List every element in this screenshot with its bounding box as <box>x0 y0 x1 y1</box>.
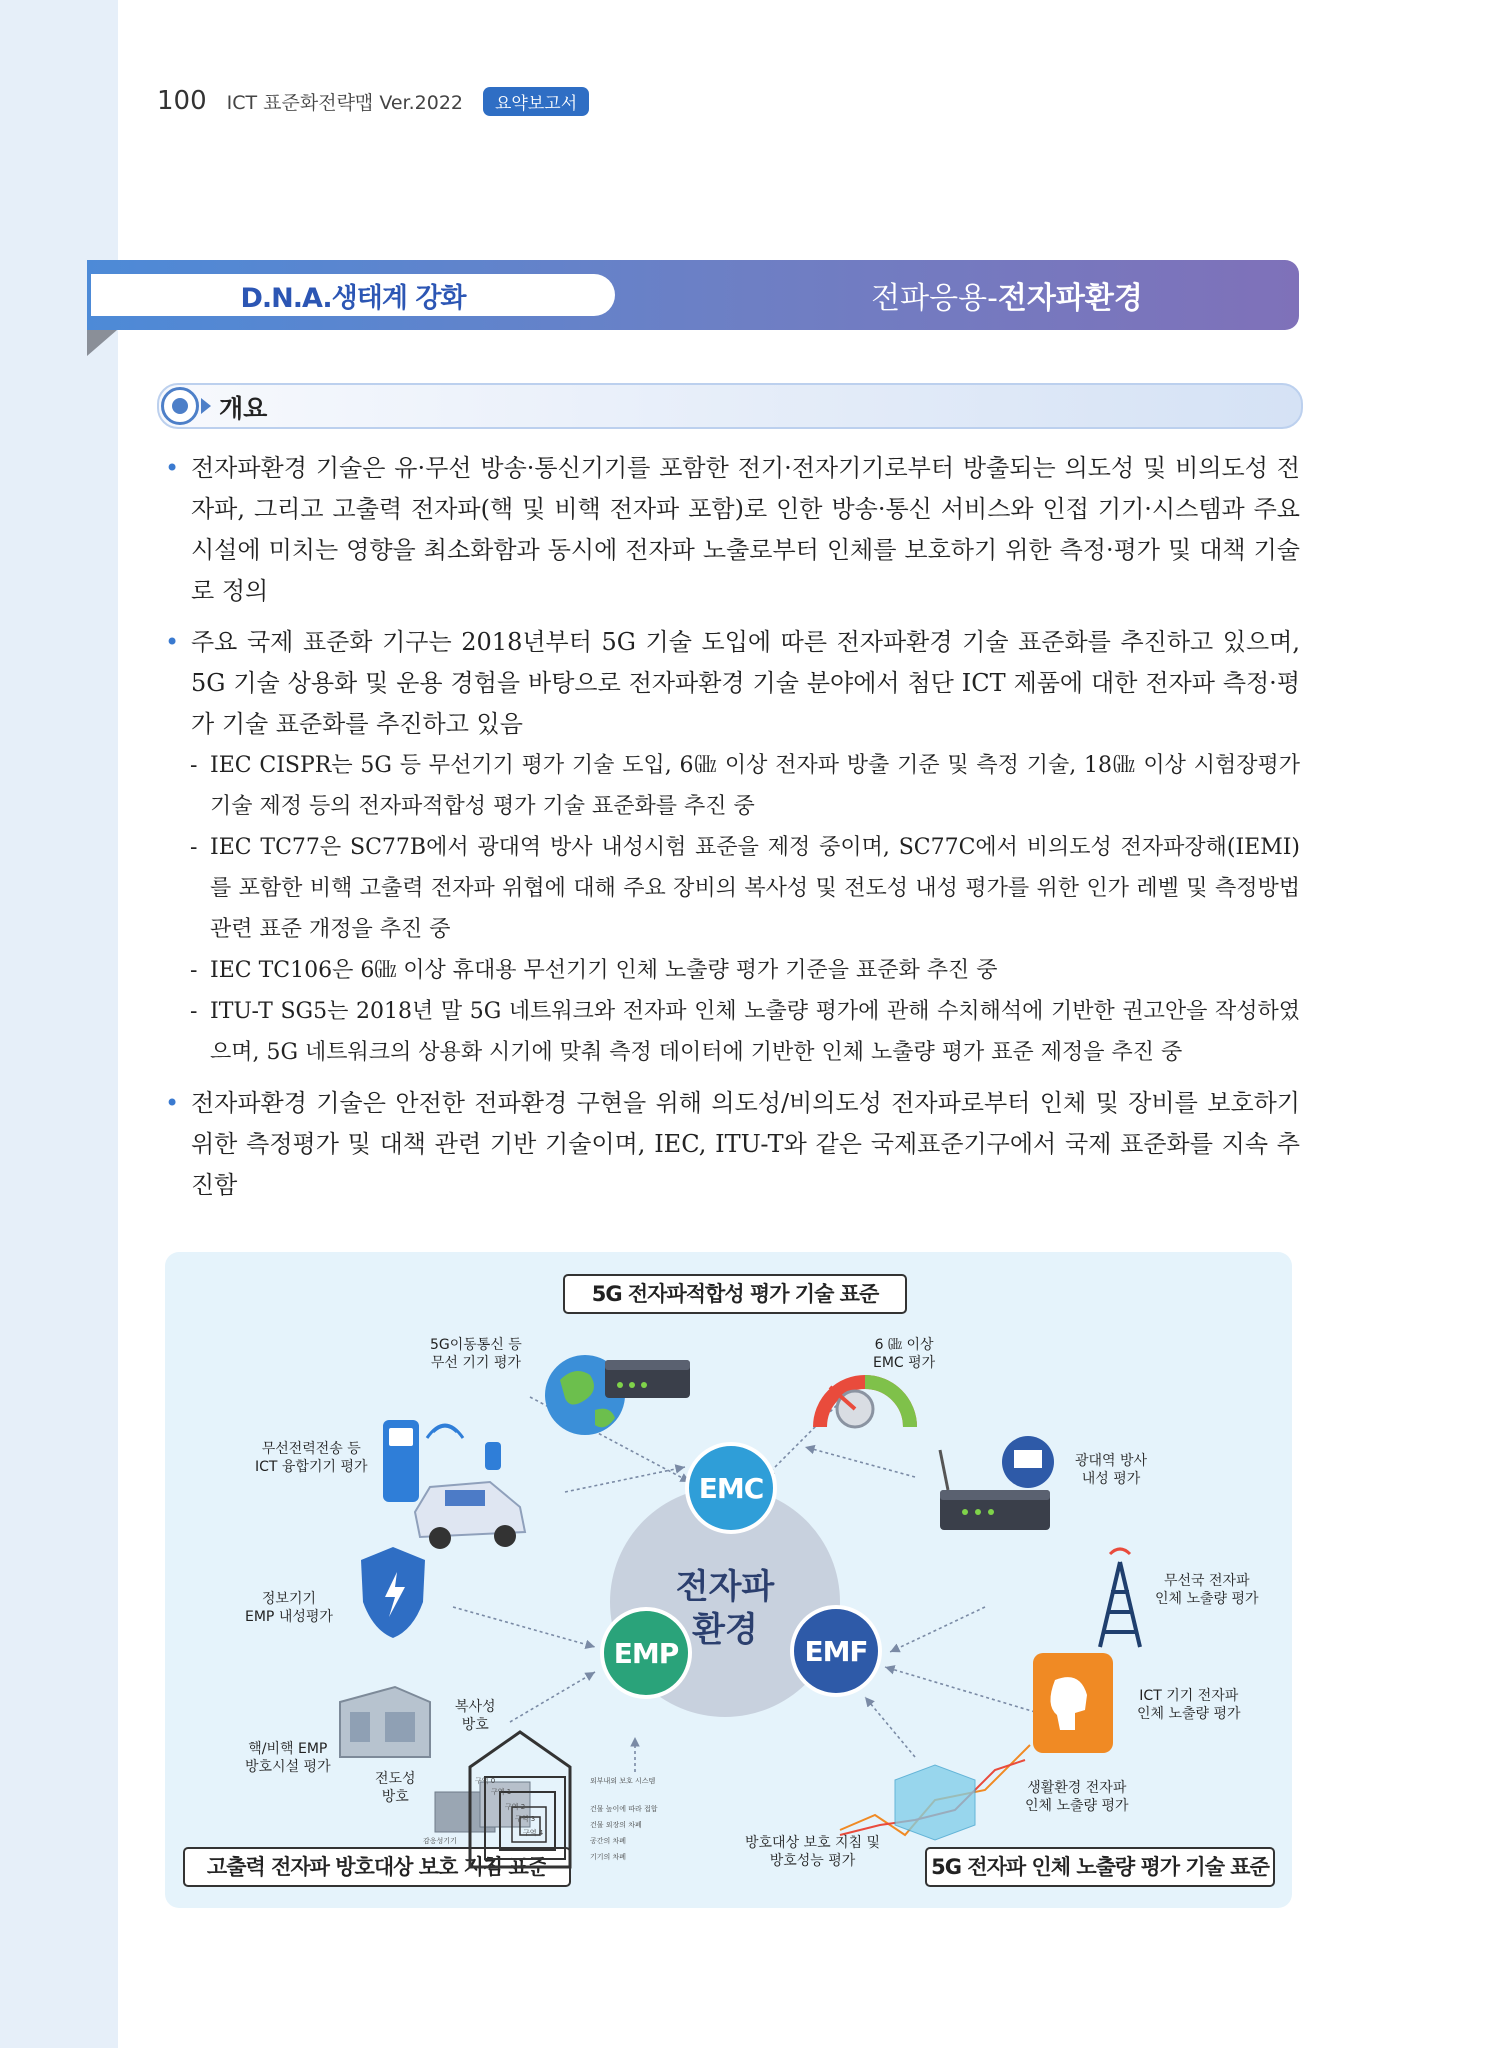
figure-top-title: 5G 전자파적합성 평가 기술 표준 <box>563 1274 907 1314</box>
banner-right-normal: 전파응용- <box>871 281 998 316</box>
label-wpt: 무선전력전송 등 ICT 융합기기 평가 <box>255 1441 368 1475</box>
label-living-env: 생활환경 전자파 인체 노출량 평가 <box>1025 1780 1129 1814</box>
label-conducted: 전도성 방호 <box>375 1771 416 1805</box>
diagram-zone-0: 구역 0 <box>475 1777 496 1785</box>
tower-icon <box>1085 1542 1155 1652</box>
section-title: 개요 <box>219 394 268 423</box>
sub-item: - IEC CISPR는 5G 등 무선기기 평가 기술 도입, 6㎓ 이상 전자파 방출 기준 및 측정 기술, 18㎓ 이상 시험장평가 기술 제정 등의 전자파적합성 평가 기술 표준화를 추진 중 <box>165 745 1300 827</box>
banner-fold <box>87 330 117 356</box>
label-protection: 방호대상 보호 지침 및 방호성능 평가 <box>745 1835 881 1869</box>
doc-badge: 요약보고서 <box>483 87 589 116</box>
emc-diagram <box>165 1252 1292 1908</box>
core-label-1: 전자파 <box>675 1567 775 1607</box>
sub-item: - IEC TC106은 6㎓ 이상 휴대용 무선기기 인체 노출량 평가 기준을 표준화 추진 중 <box>165 950 1300 991</box>
chapter-banner <box>87 260 1299 330</box>
section-heading <box>157 383 1303 429</box>
core-label-2: 환경 <box>692 1610 758 1650</box>
label-5g-wireless: 5G이동통신 등 무선 기기 평가 <box>430 1337 522 1371</box>
sub-item: - ITU-T SG5는 2018년 말 5G 네트워크와 전자파 인체 노출량 평가에 관해 수치해석에 기반한 권고안을 작성하였으며, 5G 네트워크의 상용화 시기에 맞춰 측정 데이터에 기반한 인체 노출량 평가 표준 제정을 추진 중 <box>165 991 1300 1073</box>
page-header <box>157 86 589 116</box>
banner-left-tab <box>91 274 615 316</box>
diagram-zone-4: 구역 4 <box>523 1829 544 1837</box>
diagram-note-5: 기기의 차폐 <box>590 1853 627 1861</box>
emc-node: EMC <box>685 1442 777 1534</box>
shielded-room-icon <box>335 1682 435 1762</box>
router-meter-icon <box>920 1430 1070 1550</box>
diagram-note-3: 건물 외장의 차폐 <box>590 1821 642 1829</box>
banner-right-bold: 전자파환경 <box>997 281 1143 316</box>
charger-car-icon <box>375 1402 550 1562</box>
banner-left-label: D.N.A.생태계 강화 <box>240 282 466 314</box>
label-nuclear-emp: 핵/비핵 EMP 방호시설 평가 <box>245 1741 331 1775</box>
bullet-item: • 전자파환경 기술은 안전한 전파환경 구현을 위해 의도성/비의도성 전자파로부터 인체 및 장비를 보호하기 위한 측정평가 및 대책 관련 기반 기술이며, IEC, ITU-T와 같은 국제표준기구에서 국제 표준화를 지속 추진함 <box>165 1083 1300 1206</box>
label-ict-device: ICT 기기 전자파 인체 노출량 평가 <box>1137 1688 1241 1722</box>
emf-node: EMF <box>790 1605 882 1697</box>
diagram-note-1: 외부내외 보호 시스템 <box>590 1777 656 1785</box>
bullet-item: • 주요 국제 표준화 기구는 2018년부터 5G 기술 도입에 따른 전자파환경 기술 표준화를 추진하고 있으며, 5G 기술 상용화 및 운용 경험을 바탕으로 전자파환경 기술 분야에서 첨단 ICT 제품에 대한 전자파 측정·평가 기술 표준화를 추진하고 있음 <box>165 622 1300 745</box>
banner-right-title <box>727 274 1287 316</box>
label-radiated: 복사성 방호 <box>455 1699 496 1733</box>
bullet-item: • 전자파환경 기술은 유·무선 방송·통신기기를 포함한 전기·전자기기로부터 방출되는 의도성 및 비의도성 전자파, 그리고 고출력 전자파(핵 및 비핵 전자파 포함)로 인한 방송·통신 서비스와 인접 기기·시스템과 주요 시설에 미치는 영향을 최소화함과 동시에 전자파 노출로부터 인체를 보호하기 위한 측정·평가 및 대책 기술로 정의 <box>165 448 1300 612</box>
figure-bottom-right-title: 5G 전자파 인체 노출량 평가 기술 표준 <box>925 1847 1275 1887</box>
doc-title: ICT 표준화전략맵 Ver.2022 <box>226 91 463 114</box>
emp-node: EMP <box>600 1607 692 1699</box>
globe-router-icon <box>540 1340 700 1440</box>
label-info-emp: 정보기기 EMP 내성평가 <box>245 1591 333 1625</box>
diagram-zone-1: 구역 1 <box>491 1788 512 1796</box>
page-number: 100 <box>157 86 207 116</box>
target-icon <box>161 387 199 425</box>
label-6ghz-emc: 6 ㎓ 이상 EMC 평가 <box>873 1337 936 1371</box>
phone-head-icon <box>1025 1645 1120 1760</box>
label-base-station: 무선국 전자파 인체 노출량 평가 <box>1155 1573 1259 1607</box>
body-text <box>165 448 1300 1216</box>
diagram-zone-3: 구역 3 <box>515 1815 536 1823</box>
diagram-note-2: 건물 높이에 따라 접합 <box>590 1805 658 1813</box>
sub-item: - IEC TC77은 SC77B에서 광대역 방사 내성시험 표준을 제정 중이며, SC77C에서 비의도성 전자파장해(IEMI)를 포함한 비핵 고출력 전자파 위협에 대해 주요 장비의 복사성 및 전도성 내성 평가를 위한 인가 레벨 및 측정방법 관련 표준 개정을 추진 중 <box>165 827 1300 950</box>
diagram-note-4: 공간의 차폐 <box>590 1837 627 1845</box>
label-broadband: 광대역 방사 내성 평가 <box>1075 1453 1148 1487</box>
arrow-icon <box>201 398 211 414</box>
diagram-note-6: 감응성기기 <box>423 1837 457 1845</box>
diagram-zone-2: 구역 2 <box>505 1803 526 1811</box>
shield-icon <box>353 1542 433 1642</box>
figure-bottom-left-title: 고출력 전자파 방호대상 보호 지침 표준 <box>183 1847 571 1887</box>
